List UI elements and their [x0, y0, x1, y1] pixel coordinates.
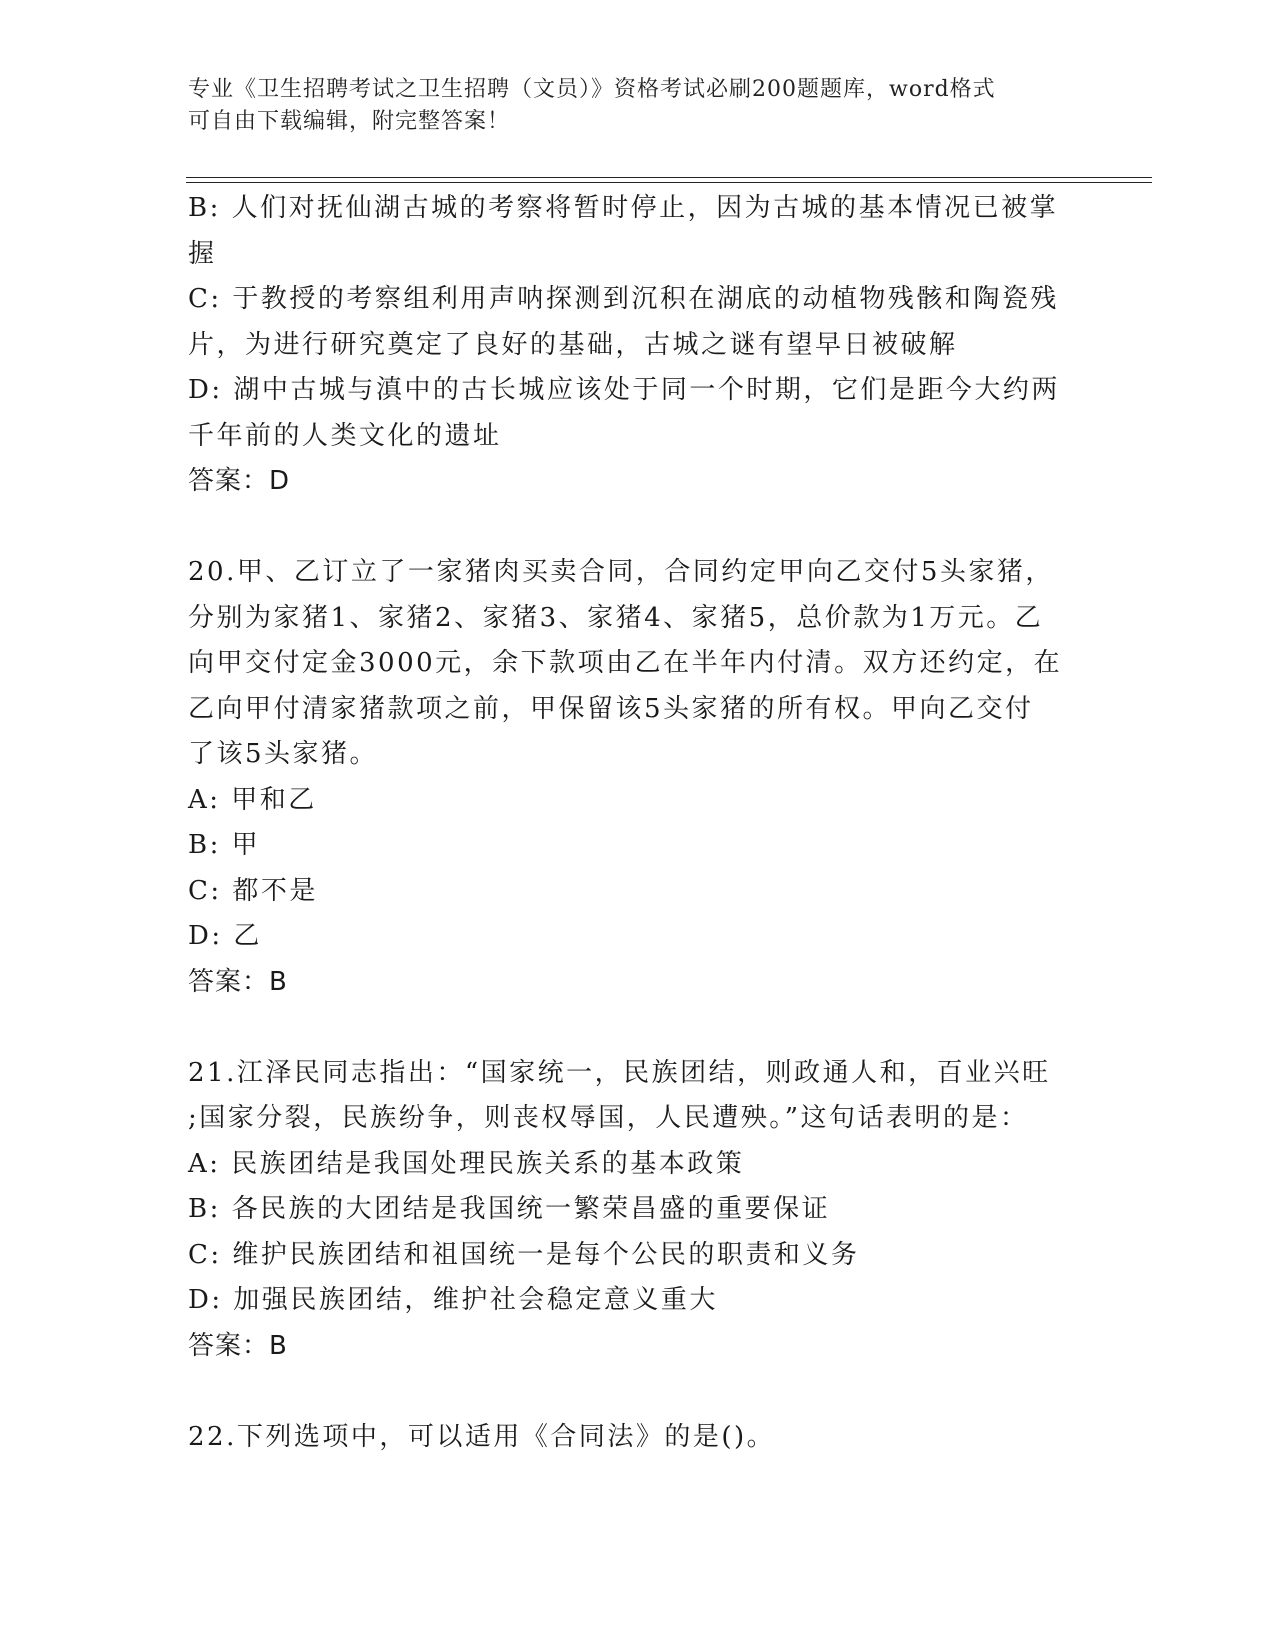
q19-option-b-line-2: 握 [188, 238, 217, 269]
q20-stem-line-3: 向甲交付定金3000元，余下款项由乙在半年内付清。双方还约定，在 [188, 648, 1063, 678]
header-line-2: 可自由下载编辑，附完整答案！ [188, 109, 511, 134]
q19-option-d-line-2: 千年前的人类文化的遗址 [188, 420, 502, 451]
document-header [188, 74, 1088, 138]
q19-option-c-line-2: 片，为进行研究奠定了良好的基础，古城之谜有望早日被破解 [188, 329, 958, 360]
q19-answer: 答案：D [188, 466, 291, 496]
header-rule-top [186, 177, 1152, 178]
q21-option-c: C: 维护民族团结和祖国统一是每个公民的职责和义务 [188, 1239, 860, 1270]
header-rule-bottom [186, 182, 1152, 183]
q21-stem-line-2: ;国家分裂，民族纷争，则丧权辱国，人民遭殃。”这句话表明的是： [188, 1103, 1029, 1133]
q20-option-c: C: 都不是 [188, 875, 318, 906]
question-20 [188, 550, 1088, 1005]
q21-option-b: B: 各民族的大团结是我国统一繁荣昌盛的重要保证 [188, 1194, 831, 1224]
q21-option-d: D: 加强民族团结，维护社会稳定意义重大 [188, 1285, 718, 1315]
q20-stem-line-1: 20.甲、乙订立了一家猪肉买卖合同，合同约定甲向乙交付5头家猪， [188, 557, 1054, 587]
q20-option-b: B: 甲 [188, 830, 261, 860]
q20-stem-line-2: 分别为家猪1、家猪2、家猪3、家猪4、家猪5，总价款为1万元。乙 [188, 602, 1044, 633]
spacer [188, 505, 1088, 551]
q20-stem-line-4: 乙向甲付清家猪款项之前，甲保留该5头家猪的所有权。甲向乙交付 [188, 693, 1034, 724]
question-22 [188, 1415, 1088, 1461]
q21-option-a: A: 民族团结是我国处理民族关系的基本政策 [188, 1148, 745, 1179]
question-19-tail [188, 186, 1088, 505]
q21-stem-line-1: 21.江泽民同志指出：“国家统一，民族团结，则政通人和，百业兴旺 [188, 1057, 1051, 1088]
question-21 [188, 1051, 1088, 1370]
q20-option-d: D: 乙 [188, 921, 262, 951]
spacer [188, 1369, 1088, 1415]
q20-stem-line-5: 了该5头家猪。 [188, 739, 379, 769]
q19-option-b-line-1: B: 人们对抚仙湖古城的考察将暂时停止，因为古城的基本情况已被掌 [188, 193, 1059, 223]
q19-option-c-line-1: C: 于教授的考察组利用声呐探测到沉积在湖底的动植物残骸和陶瓷残 [188, 284, 1059, 314]
q20-answer: 答案：B [188, 966, 288, 997]
spacer [188, 1005, 1088, 1051]
q19-option-d-line-1: D: 湖中古城与滇中的古长城应该处于同一个时期，它们是距今大约两 [188, 375, 1060, 405]
header-line-1: 专业《卫生招聘考试之卫生招聘（文员）》资格考试必刷200题题库，word格式 [188, 77, 996, 102]
q20-option-a: A: 甲和乙 [188, 784, 317, 815]
document-body [188, 186, 1088, 1460]
q22-stem-line-1: 22.下列选项中，可以适用《合同法》的是()。 [188, 1421, 776, 1452]
q21-answer: 答案：B [188, 1330, 288, 1361]
